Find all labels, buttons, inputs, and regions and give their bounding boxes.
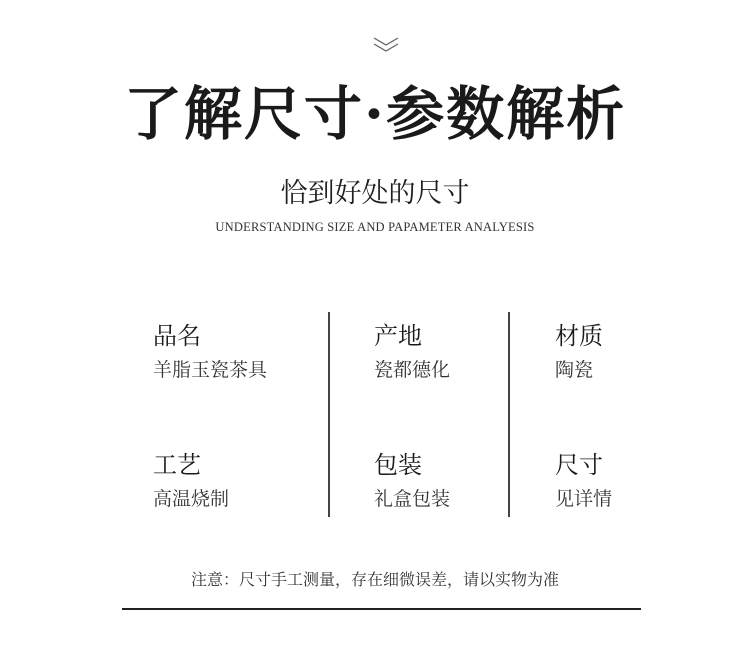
spec-item-packaging [374,449,450,513]
spec-item-name [153,320,267,384]
spec-label: 品名 [153,322,201,350]
spec-item-craft [153,449,229,513]
spec-label: 产地 [374,322,422,350]
spec-value: 见详情 [555,488,613,510]
spec-value: 陶瓷 [555,359,594,381]
column-divider [508,312,510,517]
section-subtitle: 恰到好处的尺寸 [280,178,470,209]
page-title: 了解尺寸·参数解析 [123,80,627,148]
column-divider [328,312,330,517]
section-subtitle-english: UNDERSTANDING SIZE AND PAPAMETER ANALYESIS [215,220,535,234]
bottom-divider [122,608,641,610]
spec-item-material [555,320,603,384]
spec-value: 高温烧制 [153,488,230,510]
spec-label: 材质 [555,322,603,350]
spec-item-origin [374,320,450,384]
spec-label: 工艺 [153,451,201,479]
double-chevron-down-icon [373,36,399,54]
spec-value: 礼盒包装 [374,488,451,510]
measurement-note: 注意：尺寸手工测量，存在细微误差，请以实物为准 [190,570,559,589]
spec-label: 尺寸 [555,451,603,479]
spec-value: 羊脂玉瓷茶具 [153,359,268,381]
spec-item-size [555,449,612,513]
spec-value: 瓷都德化 [374,359,451,381]
spec-label: 包装 [374,451,422,479]
